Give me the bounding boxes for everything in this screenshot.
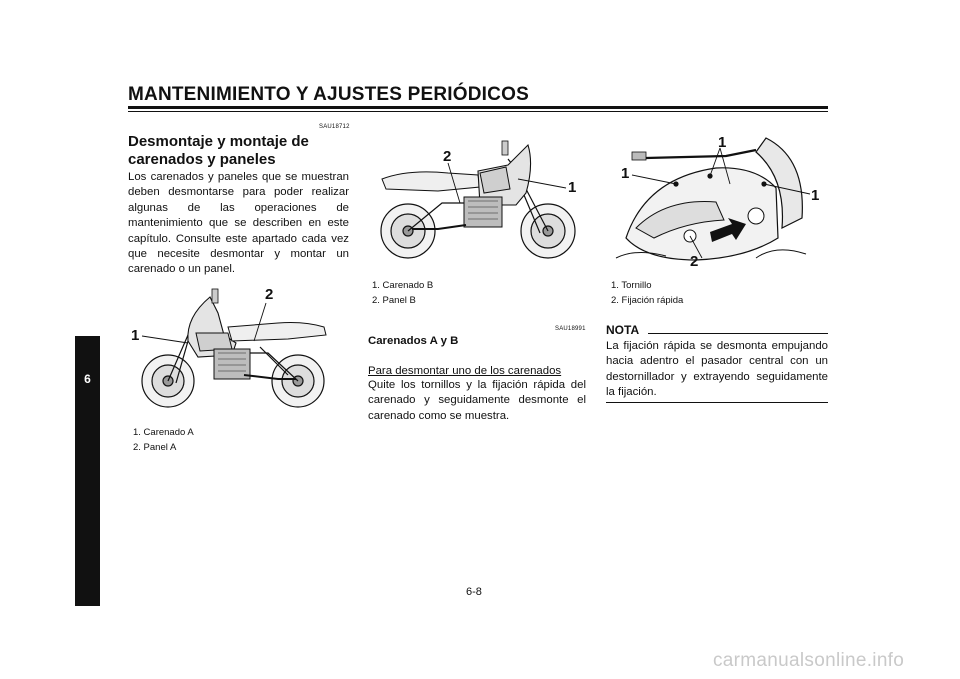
callout-a-2: 2 bbox=[265, 286, 274, 303]
procedure-heading: Para desmontar uno de los carenados bbox=[368, 365, 562, 377]
title-rule bbox=[128, 106, 828, 109]
callout-c-1b: 1 bbox=[718, 134, 727, 151]
caption-item: 1. Carenado B bbox=[372, 280, 434, 291]
subsection-heading: Carenados A y B bbox=[368, 335, 459, 347]
section-code: SAU18712 bbox=[319, 124, 350, 130]
watermark: carmanualsonline.info bbox=[713, 650, 905, 671]
callout-a-1: 1 bbox=[131, 327, 140, 344]
caption-item: 2. Panel B bbox=[372, 295, 416, 306]
caption-item: 2. Fijación rápida bbox=[611, 295, 684, 306]
callout-c-2: 2 bbox=[690, 253, 699, 270]
callout-b-2: 2 bbox=[443, 148, 452, 165]
subsection-body: Quite los tornillos y la fijación rápida del carenado y seguidamente desmonte el carenado como se muestra. bbox=[368, 379, 586, 422]
title-rule-thin bbox=[128, 111, 828, 112]
page-title: MANTENIMIENTO Y AJUSTES PERIÓDICOS bbox=[128, 84, 529, 105]
caption-item: 1. Carenado A bbox=[133, 427, 194, 438]
subsection-code: SAU18991 bbox=[555, 326, 586, 332]
note-end-rule bbox=[606, 402, 828, 403]
caption-item: 1. Tornillo bbox=[611, 280, 652, 291]
note-label: NOTA bbox=[606, 323, 640, 337]
caption-item: 2. Panel A bbox=[133, 442, 177, 453]
callout-b-1: 1 bbox=[568, 179, 577, 196]
callout-c-1c: 1 bbox=[811, 187, 820, 204]
chapter-tab bbox=[75, 336, 100, 606]
figure-fairing-detail bbox=[606, 128, 828, 271]
callout-c-1a: 1 bbox=[621, 165, 630, 182]
figure-c-caption bbox=[611, 278, 683, 308]
page-number: 6-8 bbox=[466, 586, 482, 598]
section-heading: Desmontaje y montaje de carenados y paneles bbox=[128, 133, 309, 168]
section-body: Los carenados y paneles que se muestran deben desmontarse para poder realizar algunas de las operaciones de mantenimiento que se describen en este capítulo. Consulte este apartado cada vez que necesite desmontar y montar un carenado o un panel. bbox=[128, 171, 349, 276]
note-body: La fijación rápida se desmonta empujando hacia adentro el pasador central con un destornillador y extrayendo seguidamente la fijación. bbox=[606, 340, 828, 399]
chapter-tab-label: 6 bbox=[84, 372, 91, 386]
figure-motorcycle-b bbox=[368, 133, 586, 268]
figure-a-caption bbox=[133, 425, 194, 455]
figure-motorcycle-a bbox=[128, 283, 349, 418]
note-rule bbox=[648, 333, 828, 334]
figure-b-caption bbox=[372, 278, 433, 308]
